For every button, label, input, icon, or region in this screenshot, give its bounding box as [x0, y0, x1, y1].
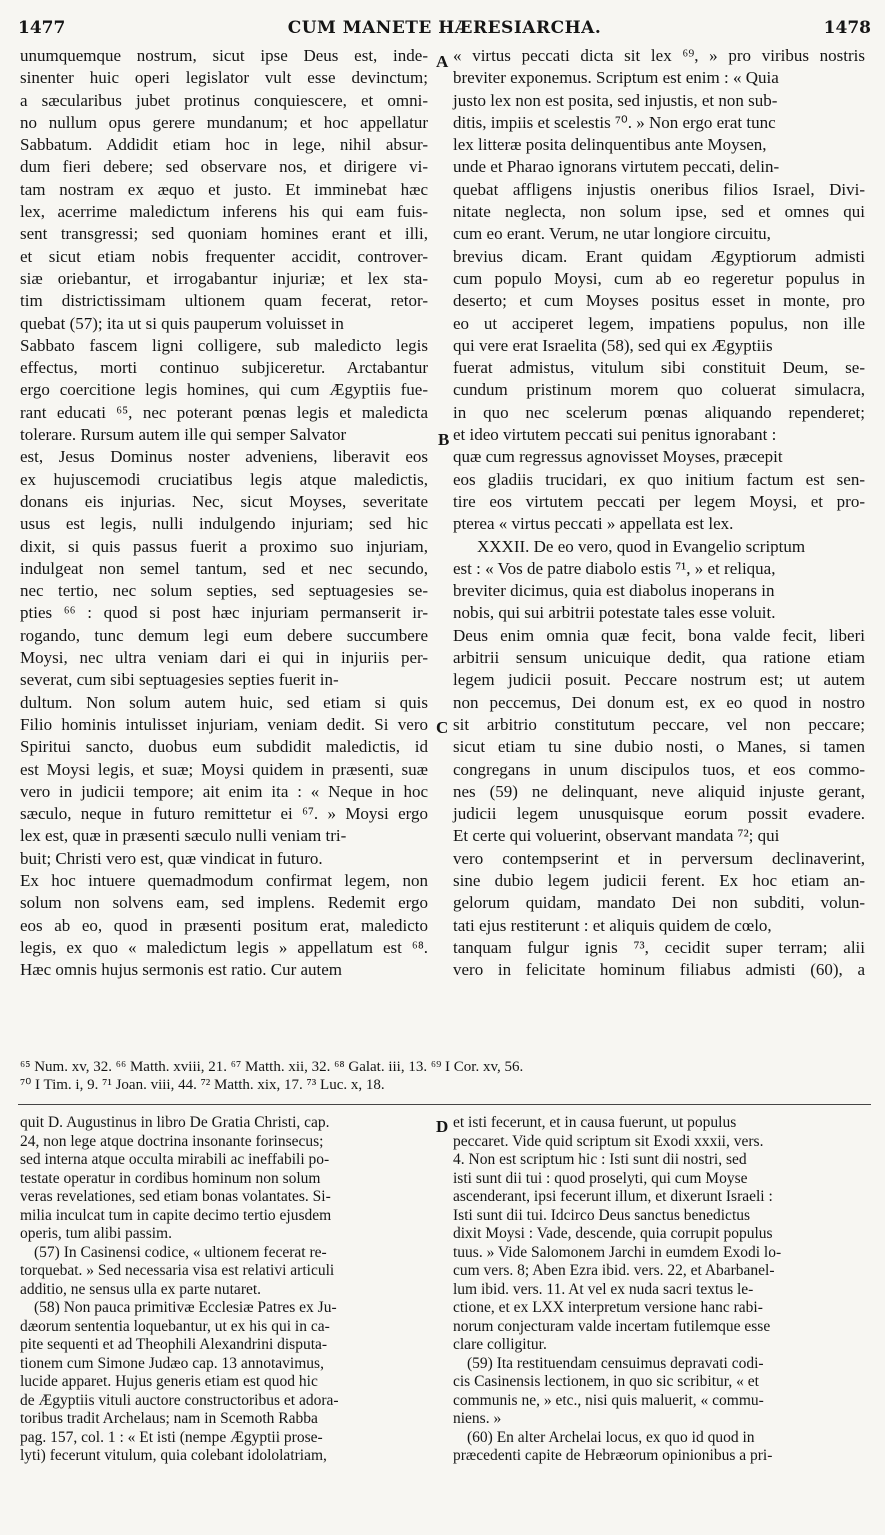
text-line: lex, acerrime maledictum inferens his qui eam fuis-	[20, 202, 428, 222]
text-line: sent transgressi; sed quoniam homines erant et illi,	[20, 224, 428, 244]
text-line: rant educati ⁶⁵, nec poterant pœnas legis et maledicta	[20, 402, 428, 422]
margin-marker-c: C	[436, 718, 449, 737]
text-line: clare colligitur.	[453, 1336, 547, 1353]
text-line: niens. »	[453, 1410, 502, 1427]
text-line: toribus tradit Archelaus; nam in Scemoth Rabba	[20, 1410, 318, 1427]
text-line: est, Jesus Dominus noster adveniens, liberavit eos	[20, 447, 428, 467]
right-column-text	[453, 45, 865, 981]
text-line: a sæcularibus jubet protinus conquiescere, et omni-	[20, 90, 428, 110]
text-line: cum vers. 8; Aben Ezra ibid. vers. 22, et Abarbanel-	[453, 1262, 775, 1279]
text-line: ditis, impiis et scelestis ⁷⁰. » Non ergo erat tunc	[453, 112, 776, 132]
text-line: Spiritui sancto, duobus eum subdidit maledictis, id	[20, 737, 428, 757]
margin-marker-d: D	[436, 1117, 449, 1136]
text-line: et sicut etiam nobis frequenter accidit, controver-	[20, 246, 428, 266]
text-line: ex hujuscemodi cruciatibus legis atque maledictis,	[20, 469, 428, 489]
text-line: unumquemque nostrum, sicut ipse Deus est, inde-	[20, 46, 428, 65]
text-line: Deus enim omnia quæ fecit, bona valde fecit, liberi	[453, 625, 865, 645]
text-line: tati ejus restiterunt : et aliquis quidem de cœlo,	[453, 915, 772, 935]
text-line: indulgeat non semel tantum, sed et nec secundo,	[20, 558, 428, 578]
text-line: nobis, qui sui arbitrii potestate tales esse voluit.	[453, 603, 776, 623]
text-line: pite sequenti et ad Theophili Alexandrini disputa-	[20, 1336, 328, 1353]
text-line: gelorum quidam, mandato Dei non subditi, volun-	[453, 893, 865, 913]
text-line: præcedenti capite de Hebræorum opinionibus a pri-	[453, 1447, 773, 1464]
text-line: lex est, quæ in præsenti sæculo nulli veniam tri-	[20, 826, 347, 846]
text-line: de Ægyptiis vituli auctore constructoribus et adora-	[20, 1391, 339, 1409]
text-line: unde et Pharao ignorans virtutem peccati, delin-	[453, 157, 780, 177]
text-line: cundum pristinum morem quo coluerat simulacra,	[453, 380, 865, 400]
text-line: (60) En alter Archelai locus, ex quo id quod in	[467, 1428, 755, 1446]
text-line: « virtus peccati dicta sit lex ⁶⁹, » pro viribus nostris	[453, 46, 865, 65]
running-header	[18, 18, 871, 38]
text-line: Filio hominis intulisset injuriam, veniam dedit. Si vero	[20, 714, 428, 734]
text-line: sinenter huic operi legislator vult esse devinctum;	[20, 68, 428, 88]
margin-marker-b: B	[438, 430, 450, 449]
text-line: Isti sunt dii tui. Idcirco Deus sanctus benedictus	[453, 1206, 751, 1224]
text-line: cum eo erant. Verum, ne utar longiore circuitu,	[453, 224, 771, 244]
text-line: vero contempserint et in perversum declinaverint,	[453, 848, 865, 868]
text-line: qui vere erat Israelita (58), sed qui ex Ægyptiis	[453, 335, 773, 355]
text-line: Moysi, nec ultra veniam dari ei qui in injuriis per-	[20, 648, 428, 668]
text-line: nitate neglecta, non solum ipse, sed et omnes qui	[453, 202, 865, 222]
text-line: Sabbato fascem ligni colligere, sub maledicto legis	[20, 335, 428, 355]
text-line: dultum. Non solum autem huic, sed etiam si quis	[20, 692, 428, 712]
text-line: arbitrii sensum unicuique dedit, qua ratione etiam	[453, 648, 865, 668]
text-line: Sabbatum. Addidit etiam hoc in lege, nihil absur-	[20, 135, 428, 155]
page-number-right: 1478	[823, 18, 871, 38]
text-line: no nullum opus gerere mundanum; et hoc appellatur	[20, 112, 428, 132]
text-line: est Moysi legis, et suæ; Moysi quidem in præsenti, suæ	[20, 759, 428, 779]
text-line: est : « Vos de patre diabolo estis ⁷¹, » et reliqua,	[453, 558, 776, 578]
text-line: justo lex non est posita, sed injustis, et non sub-	[453, 90, 778, 110]
text-line: Ex hoc intuere quemadmodum confirmat legem, non	[20, 870, 428, 890]
text-line: congregans in unum discipulos tuos, et eos commo-	[453, 759, 865, 779]
text-line: additio, ne sensus ulla ex parte nutaret.	[20, 1280, 262, 1298]
text-line: isti sunt dii tui : quod proselyti, qui cum Moyse	[453, 1169, 748, 1187]
text-line: siæ oriebantur, et irrogabantur injuriæ; et lex sta-	[20, 268, 428, 288]
text-line: quæ cum regressus agnovisset Moyses, præcepit	[453, 447, 783, 467]
text-line: legis, ex quo « maledictum legis » appellatum est ⁶⁸.	[20, 937, 428, 957]
running-title: CUM MANETE HÆRESIARCHA.	[287, 18, 602, 38]
text-line: lyti) fecerunt vitulum, quia colebant idololatriam,	[20, 1447, 327, 1464]
text-line: tam nostram ex æquo et justo. Et imminebat hæc	[20, 179, 428, 199]
text-line: tire eos virtutem peccati per legem Moysi, et pro-	[453, 491, 865, 511]
text-line: sed interna atque occulta mirabili ac ineffabili po-	[20, 1151, 330, 1168]
text-line: tuus. » Vide Salomonem Jarchi in eumdem Exodi lo-	[453, 1243, 782, 1261]
text-line: buit; Christi vero est, quæ vindicat in futuro.	[20, 848, 323, 868]
text-line: quit D. Augustinus in libro De Gratia Christi, cap.	[20, 1114, 330, 1131]
text-line: nes (59) ne delinquant, neve aliquid injuste gerant,	[453, 781, 865, 801]
text-line: cum populo Moysi, cum ab eo regeretur populus in	[453, 268, 865, 288]
left-column-text	[20, 45, 428, 981]
page-number-left: 1477	[18, 18, 66, 38]
margin-marker-a: A	[436, 52, 449, 71]
text-line: cis Casinensis lectionem, in quo sic scribitur, « et	[453, 1373, 759, 1390]
text-line: in quo nec scelerum pœnas aliquando rependeret;	[453, 402, 865, 422]
text-line: milia inculcat tum in capite decimo tertio ejusdem	[20, 1206, 332, 1224]
text-line: ascenderant, ipsi fecerunt illum, et dixerunt Israeli :	[453, 1188, 773, 1205]
text-line: breviter exponemus. Scriptum est enim : « Quia	[453, 68, 779, 88]
text-line: non peccemus, Dei donum est, ex eo quod in nostro	[453, 692, 865, 712]
text-line: tim districtissimam ultionem quam fecerat, retor-	[20, 291, 428, 311]
text-line: et ideo virtutem peccati sui penitus ignorabant :	[453, 425, 777, 445]
text-line: torquebat. » Sed necessaria visa est relativi articuli	[20, 1262, 335, 1279]
text-line: norum conjecturam valde incertam futilemque esse	[453, 1317, 771, 1335]
text-line: veras revelationes, sed etiam bonas volantates. Si-	[20, 1188, 331, 1205]
text-line: dixit, si quis passus fuerit a proximo suo injuriam,	[20, 536, 429, 556]
text-line: sicut etiam tu sine dubio nosti, o Manes, si tamen	[453, 737, 865, 757]
text-line: rogando, tunc demum legi eum debere succumbere	[20, 625, 428, 645]
text-line: usus est legis, nulli indulgendo injuriam; sed hic	[20, 514, 428, 534]
text-line: Et certe qui voluerint, observant mandata ⁷²; qui	[453, 826, 780, 846]
text-line: fuerat admistus, vitulum sibi constituit Deum, se-	[453, 358, 865, 378]
text-line: nec tertio, nec solum septies, sed septuagesies se-	[20, 581, 428, 601]
text-line: sine dubio legem judicii ferent. Ex hoc etiam an-	[453, 870, 865, 890]
text-line: quebat affligens injustis oneribus filios Israel, Divi-	[453, 179, 866, 199]
text-line: deserto; et cum Moyses positus esset in monte, pro	[453, 291, 865, 311]
reference-line: ⁷⁰ I Tim. i, 9. ⁷¹ Joan. viii, 44. ⁷² Matth. xix, 17. ⁷³ Luc. x, 18.	[20, 1077, 385, 1093]
text-line: eo ut acciperet legem, impatiens populus, non ille	[453, 313, 865, 333]
text-line: tanquam fulgur ignis ⁷³, cecidit super terram; alii	[453, 937, 865, 957]
text-line: lex litteræ posita delinquentibus ante Moysen,	[453, 135, 767, 155]
text-line: pterea « virtus peccati » appellata est lex.	[453, 514, 734, 534]
text-line: eos ab eo, quod in præsenti positum erat, maledicto	[20, 915, 428, 935]
text-line: (57) In Casinensi codice, « ultionem fecerat re-	[34, 1243, 327, 1261]
text-line: sæculo, neque in futuro remittetur ei ⁶⁷. » Moysi ergo	[20, 804, 428, 824]
text-line: peccaret. Vide quid scriptum sit Exodi xxxii, vers.	[453, 1132, 764, 1150]
text-line: 4. Non est scriptum hic : Isti sunt dii nostri, sed	[453, 1151, 747, 1168]
text-line: breviter dicimus, quia est diabolus inoperans in	[453, 581, 775, 601]
text-line: eos gladiis trucidari, ex quo initium factum est sen-	[453, 469, 866, 489]
text-line: et isti fecerunt, et in causa fuerunt, ut populus	[453, 1114, 737, 1131]
text-line: dixit Moysi : Vade, descende, quia corrupit populus	[453, 1225, 773, 1242]
notes-right-column	[453, 1114, 865, 1466]
text-line: pag. 157, col. 1 : « Et isti (nempe Ægyptii prose-	[20, 1428, 323, 1446]
scripture-references	[20, 1058, 865, 1094]
text-line: lum ibid. vers. 11. At vel ex nuda sacri textus le-	[453, 1280, 754, 1298]
text-line: judicii legem unusquisque eorum possit evadere.	[453, 804, 865, 824]
text-line: (58) Non pauca primitivæ Ecclesiæ Patres ex Ju-	[34, 1299, 337, 1316]
text-line: vero in judicii tempore; ait enim ita : « Neque in hoc	[20, 781, 428, 801]
text-line: lucide apparet. Hujus generis etiam est quod hic	[20, 1373, 318, 1390]
text-line: severat, cum sibi septuagesies septies fuerit in-	[20, 670, 339, 690]
text-line: ergo coercitione legis homines, qui cum Ægyptiis fue-	[20, 380, 428, 400]
text-line: 24, non lege atque doctrina insonante forinsecus;	[20, 1132, 324, 1150]
text-line: testate operatur in cordibus hominum non solum	[20, 1169, 321, 1187]
text-line: operis, tum alibi passim.	[20, 1225, 172, 1242]
text-line: donans eis injurias. Nec, sicut Moyses, severitate	[20, 491, 428, 511]
text-line: tionem cum Simone Judæo cap. 13 annotavimus,	[20, 1354, 324, 1372]
reference-line: ⁶⁵ Num. xv, 32. ⁶⁶ Matth. xviii, 21. ⁶⁷ Matth. xii, 32. ⁶⁸ Galat. iii, 13. ⁶⁹ I Cor. xv, 56.	[20, 1059, 524, 1075]
text-line: XXXII. De eo vero, quod in Evangelio scriptum	[477, 536, 806, 556]
divider	[18, 1104, 871, 1105]
text-line: solum non solvens eam, sed implens. Redemit ergo	[20, 893, 428, 913]
notes-left-column	[20, 1114, 428, 1466]
text-line: dæorum sententia loquebantur, ut ex his qui in ca-	[20, 1317, 330, 1335]
text-line: pties ⁶⁶ : quod si post hæc injuriam permanserit ir-	[20, 603, 428, 623]
text-line: brevius dicam. Erant quidam Ægyptiorum admisti	[453, 246, 865, 266]
text-line: Hæc omnis hujus sermonis est ratio. Cur autem	[20, 960, 343, 980]
text-line: legem judicii posuit. Peccare nostrum est; ut autem	[453, 670, 865, 690]
text-line: tolerare. Rursum autem ille qui semper Salvator	[20, 425, 347, 445]
text-line: (59) Ita restituendam censuimus depravati codi-	[467, 1354, 764, 1372]
text-line: effectus, morti continuo subjiceretur. Arctabantur	[20, 358, 428, 378]
text-line: communis ne, » etc., nisi quis maluerit, « commu-	[453, 1391, 764, 1409]
text-line: dum fieri debere; sed observare nos, et dirigere vi-	[20, 157, 429, 177]
text-line: vero in felicitate hominum filiabus admisti (60), a	[453, 960, 865, 980]
text-line: sit arbitrio constitutum peccare, vel non peccare;	[453, 714, 865, 734]
text-line: quebat (57); ita ut si quis pauperum voluisset in	[20, 313, 344, 333]
text-line: ctione, et ex LXX interpretum versione hanc rabi-	[453, 1299, 763, 1316]
